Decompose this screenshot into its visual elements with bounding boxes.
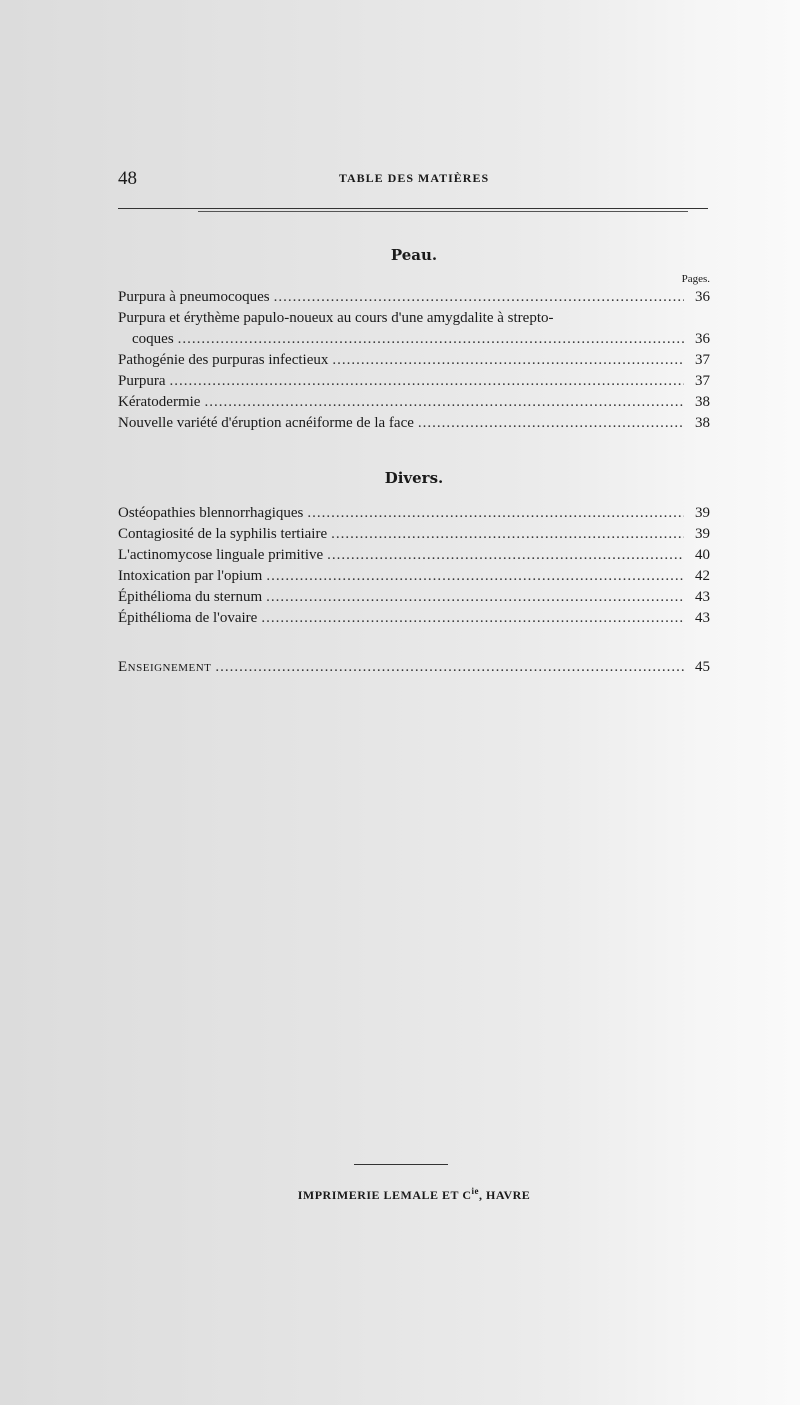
toc-entry-title: Nouvelle variété d'éruption acnéiforme de la face [118,415,414,431]
running-title: TABLE DES MATIÈRES [338,171,490,185]
dot-leader [178,329,684,350]
toc-entry-title: Pathogénie des purpuras infectieux [118,352,329,368]
dot-leader [307,503,684,524]
imprint-text: IMPRIMERIE LEMALE ET C [297,1188,472,1202]
toc-entry [118,287,710,308]
page-header [118,168,710,192]
toc-entry-page: 40 [695,547,710,563]
toc-entry-page: 39 [695,526,710,542]
footer-rule [354,1164,448,1165]
page-number: 48 [118,168,137,189]
toc-entry-title: Ostéopathies blennorrhagiques [118,505,304,521]
toc-entry-title: Intoxication par l'opium [118,568,263,584]
imprint-superscript: ie [471,1186,479,1196]
toc-entry-page: 38 [695,394,710,410]
toc-entry-page: 43 [695,610,710,626]
toc-entry [118,308,710,329]
toc-entry [118,566,710,587]
toc-entry-page: 43 [695,589,710,605]
dot-leader [266,566,684,587]
toc-entry [118,608,710,629]
section-title-divers: Divers. [384,469,444,487]
printer-imprint [118,1186,710,1203]
dot-leader [332,350,684,371]
toc-entry [118,657,710,678]
toc-entry-title: Purpura et érythème papulo-noueux au cours d'une amygdalite à strepto- [118,310,554,326]
dot-leader [204,392,684,413]
imprint-suffix: , HAVRE [479,1188,531,1202]
toc-section-enseignement [118,657,710,678]
dot-leader [418,413,684,434]
toc-entry-page: 42 [695,568,710,584]
toc-entry [118,392,710,413]
toc-entry-title: Épithélioma de l'ovaire [118,610,258,626]
dot-leader [331,524,684,545]
header-rule [118,208,708,209]
toc-entry-title: L'actinomycose linguale primitive [118,547,324,563]
toc-entry-title: coques [132,331,174,347]
toc-entry [118,413,710,434]
pages-column-label: Pages. [681,273,710,285]
section-title-peau: Peau. [390,246,438,264]
dot-leader [170,371,685,392]
toc-entry [118,524,710,545]
dot-leader [266,587,684,608]
toc-entry-page: 36 [695,289,710,305]
toc-entry-page: 45 [695,659,710,675]
toc-entry-page: 37 [695,352,710,368]
toc-entry-title: Purpura [118,373,166,389]
toc-entry-continuation [118,329,710,350]
toc-entry [118,545,710,566]
toc-section-divers [118,503,710,629]
toc-entry-title: Kératodermie [118,394,201,410]
toc-entry [118,371,710,392]
toc-entry-title: Épithélioma du sternum [118,589,263,605]
toc-entry [118,503,710,524]
toc-entry-title: Purpura à pneumocoques [118,289,270,305]
dot-leader [274,287,684,308]
dot-leader [215,657,684,678]
dot-leader [327,545,684,566]
toc-entry-page: 38 [695,415,710,431]
toc-entry-title: Contagiosité de la syphilis tertiaire [118,526,328,542]
toc-entry [118,587,710,608]
toc-entry-page: 36 [695,331,710,347]
toc-entry-page: 39 [695,505,710,521]
toc-entry-page: 37 [695,373,710,389]
toc-section-peau [118,287,710,434]
dot-leader [261,608,684,629]
toc-entry-title: Enseignement [118,659,212,675]
toc-entry [118,350,710,371]
